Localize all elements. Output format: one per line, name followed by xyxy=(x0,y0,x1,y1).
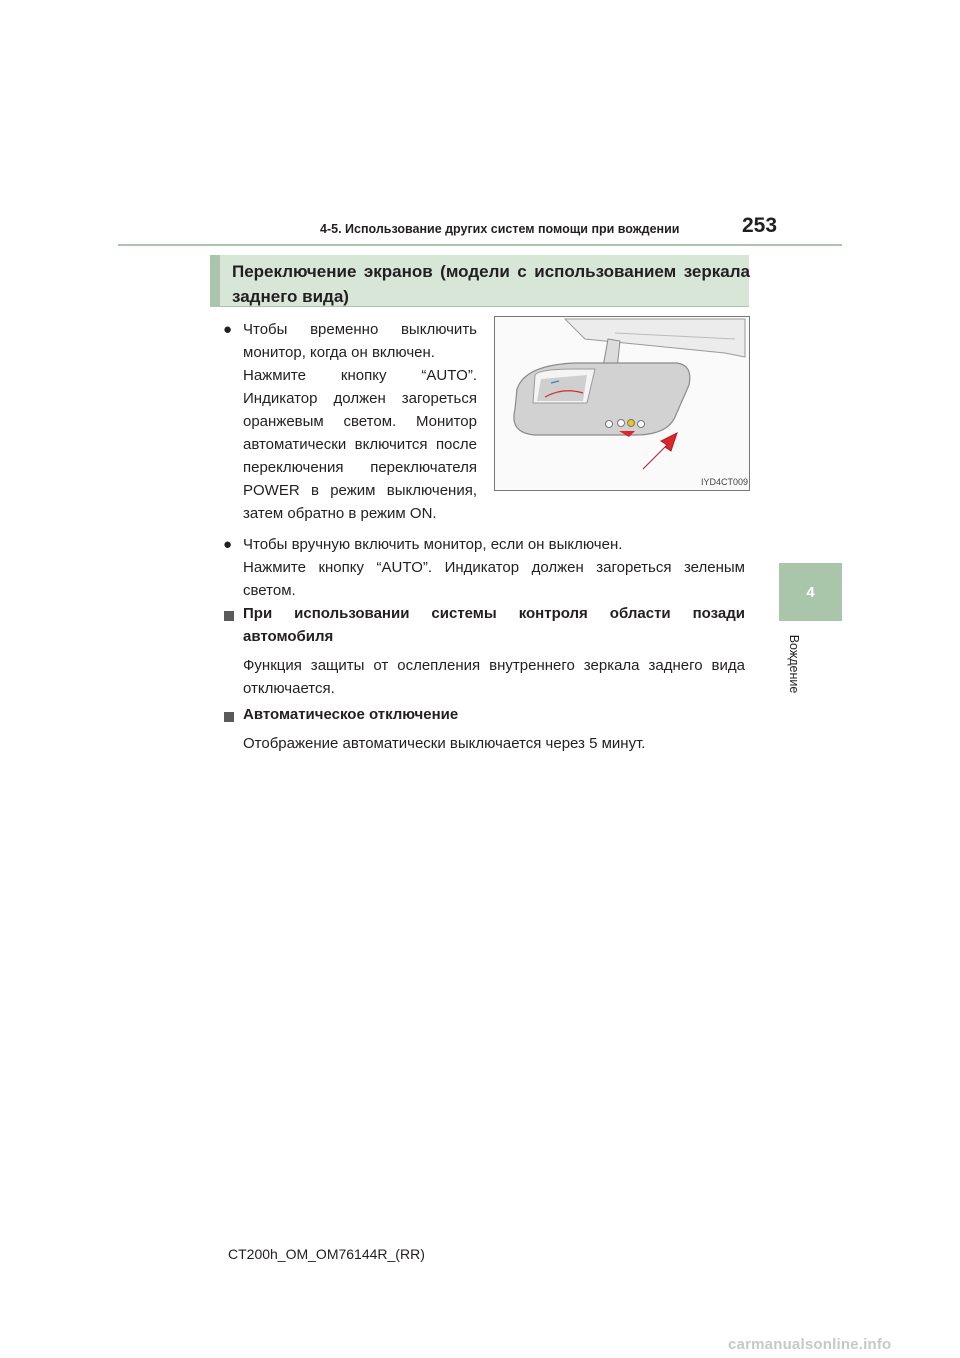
rear-view-mirror-illustration xyxy=(495,317,749,490)
chapter-label xyxy=(779,624,809,704)
section-title: Переключение экранов (модели с использованием зеркала заднего вида) xyxy=(232,262,750,306)
header-divider xyxy=(118,244,842,246)
bullet-1 xyxy=(243,318,477,525)
page-number: 253 xyxy=(742,214,778,237)
bullet-2-lead: Чтобы вручную включить монитор, если он выключен. xyxy=(243,536,623,553)
bullet-1-lead: Чтобы временно выключить монитор, когда он включен. xyxy=(243,321,477,361)
bullet-2-body: Нажмите кнопку “AUTO”. Индикатор должен загореться зеленым светом. xyxy=(243,559,745,599)
mirror-figure xyxy=(494,316,750,491)
footer-doc-code: CT200h_OM_OM76144R_(RR) xyxy=(228,1246,425,1262)
note-1-title: При использовании системы контроля области позади автомобиля xyxy=(243,605,745,645)
chapter-label-text: Вождение xyxy=(787,634,801,694)
figure-code: IYD4CT009 xyxy=(701,477,749,487)
watermark[interactable]: carmanualsonline.info xyxy=(728,1336,892,1353)
bullet-icon: ● xyxy=(223,536,233,553)
chapter-tab[interactable] xyxy=(779,563,842,621)
bullet-1-body: Нажмите кнопку “AUTO”. Индикатор должен загореться оранжевым светом. Монитор автоматически включится после переключения переключателя POWER в режим выключения, затем обратно в режим ON. xyxy=(243,367,477,522)
note-2-title: Автоматическое отключение xyxy=(243,706,459,723)
note-2-body: Отображение автоматически выключается через 5 минут. xyxy=(243,735,646,752)
header-section-title: 4-5. Использование других систем помощи при вождении xyxy=(320,222,680,236)
note-square-icon xyxy=(224,709,234,727)
bullet-icon: ● xyxy=(223,321,233,338)
note-square-icon xyxy=(224,608,234,626)
chapter-number: 4 xyxy=(806,583,815,601)
section-heading xyxy=(210,255,749,307)
bullet-2 xyxy=(243,533,745,602)
note-1-body: Функция защиты от ослепления внутреннего зеркала заднего вида отключается. xyxy=(243,657,745,697)
